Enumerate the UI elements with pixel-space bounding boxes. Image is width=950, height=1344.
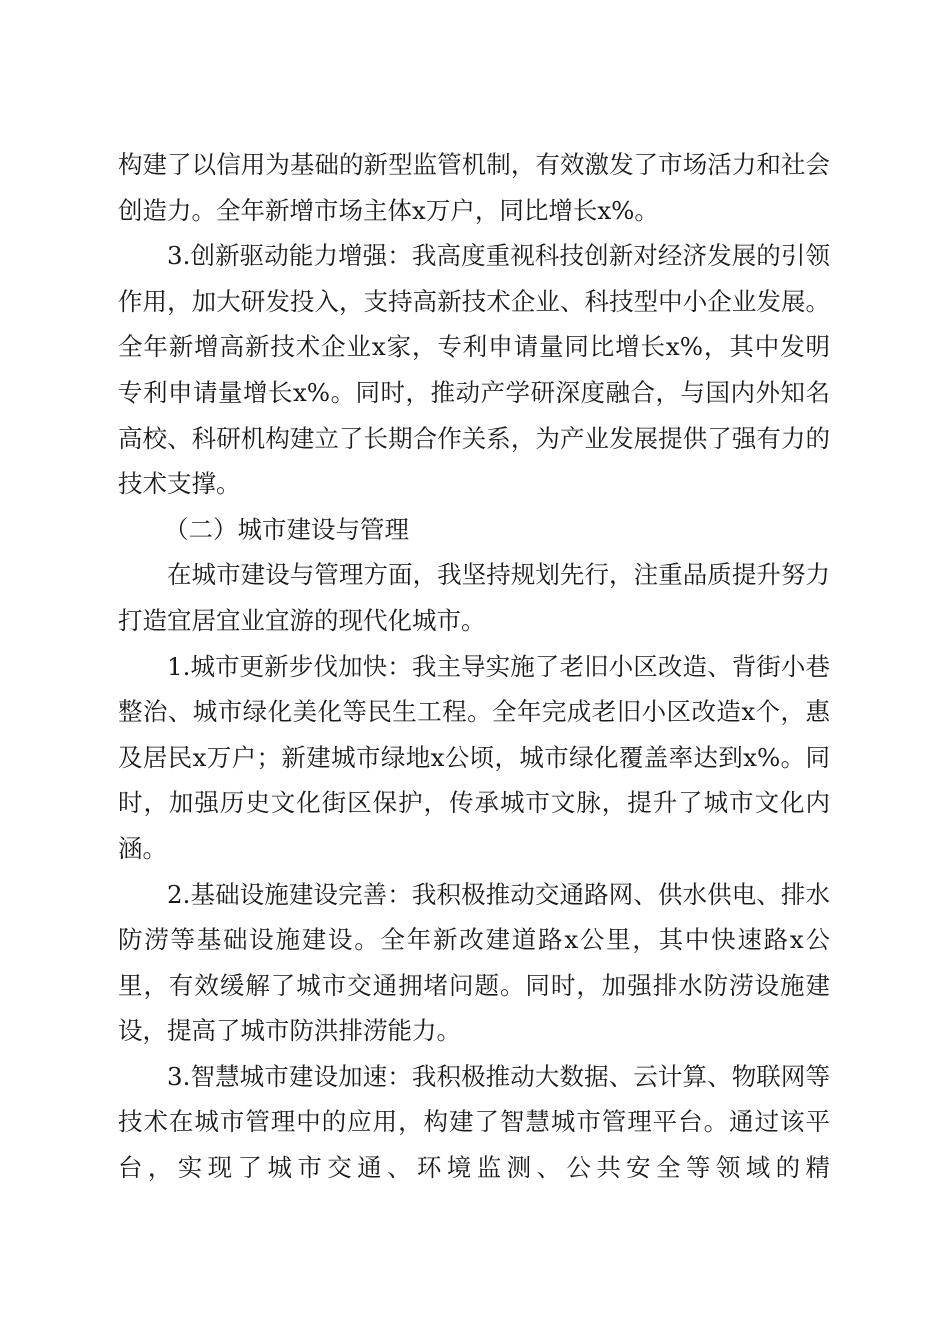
document-body (118, 142, 830, 1191)
paragraph-innovation: 3.创新驱动能力增强：我高度重视科技创新对经济发展的引领作用，加大研发投入，支持高新技术企业、科技型中小企业发展。全年新增高新技术企业x家，专利申请量同比增长x%，其中发明专利申请量增长x%。同时，推动产学研深度融合，与国内外知名高校、科研机构建立了长期合作关系，为产业发展提供了强有力的技术支撑。 (118, 241, 830, 499)
paragraph-urban-intro: 在城市建设与管理方面，我坚持规划先行，注重品质提升努力打造宜居宜业宜游的现代化城市。 (118, 560, 830, 635)
paragraph-urban-renewal: 1.城市更新步伐加快：我主导实施了老旧小区改造、背街小巷整治、城市绿化美化等民生工程。全年完成老旧小区改造x个，惠及居民x万户；新建城市绿地x公顷，城市绿化覆盖率达到x%。同时，加强历史文化街区保护，传承城市文脉，提升了城市文化内涵。 (118, 651, 830, 863)
paragraph-smart-city: 3.智慧城市建设加速：我积极推动大数据、云计算、物联网等技术在城市管理中的应用，构建了智慧城市管理平台。通过该平台，实现了城市交通、环境监测、公共安全等领域的精 (118, 1061, 830, 1183)
paragraph-credit-regulation: 构建了以信用为基础的新型监管机制，有效激发了市场活力和社会创造力。全年新增市场主体x万户，同比增长x%。 (118, 150, 830, 225)
paragraph-infrastructure: 2.基础设施建设完善：我积极推动交通路网、供水供电、排水防涝等基础设施建设。全年新改建道路x公里，其中快速路x公里，有效缓解了城市交通拥堵问题。同时，加强排水防涝设施建设，提高了城市防洪排涝能力。 (118, 879, 830, 1046)
section-heading-urban-construction: （二）城市建设与管理 (164, 514, 409, 544)
